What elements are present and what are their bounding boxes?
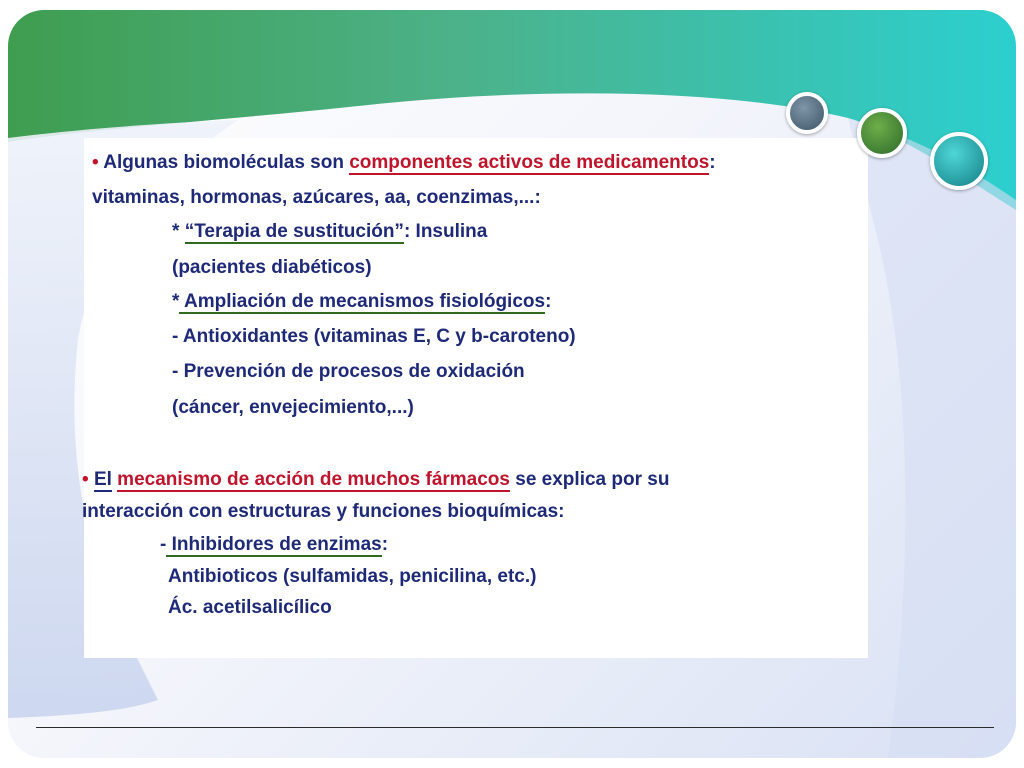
section2-sub1-highlight: Inhibidores de enzimas — [166, 534, 382, 555]
section1-sub2 — [172, 290, 551, 314]
decorative-circle-green-icon — [857, 108, 907, 158]
section1-sub1-post: : Insulina — [403, 221, 488, 242]
section1-sub1-prefix: * — [172, 221, 185, 242]
section2-sub1-prefix: - — [160, 534, 167, 555]
section1-sub1-highlight: “Terapia de sustitución” — [184, 221, 404, 242]
section1-sub2-prefix: * — [172, 291, 180, 312]
section1-sub2-highlight: Ampliación de mecanismos fisiológicos — [179, 291, 546, 312]
section2-heading-post: se explica por su — [509, 469, 670, 490]
section1-heading — [92, 151, 716, 175]
section2-bullet: • — [82, 469, 89, 490]
section1-sub2-item2: - Prevención de procesos de oxidación — [172, 361, 525, 382]
section2-sub1-item2: Ác. acetilsalicílico — [168, 597, 332, 618]
decorative-circle-teal-icon — [930, 132, 988, 190]
section1-sub1 — [172, 220, 487, 244]
section1-heading-post: : — [709, 152, 716, 173]
decorative-circle-gray-icon — [786, 92, 828, 134]
section2-line2: interacción con estructuras y funciones bioquímicas: — [82, 501, 565, 522]
section2-sub1 — [160, 533, 388, 557]
footer-divider — [36, 727, 994, 728]
section1-line2: vitaminas, hormonas, azúcares, aa, coenzimas,...: — [92, 187, 541, 208]
section1-heading-highlight: componentes activos de medicamentos — [349, 152, 710, 173]
section1-sub2-post: : — [545, 291, 552, 312]
section2-heading — [82, 468, 669, 492]
section1-sub2-item2-continuation: (cáncer, envejecimiento,...) — [172, 397, 414, 418]
section1-bullet: • — [92, 152, 99, 173]
section2-heading-pre: El — [93, 469, 112, 490]
section1-sub2-item1: - Antioxidantes (vitaminas E, C y b-caroteno) — [172, 326, 576, 347]
section2-sub1-post: : — [381, 534, 389, 555]
section2-sub1-item1: Antibioticos (sulfamidas, penicilina, etc.) — [168, 566, 537, 587]
section2-heading-highlight: mecanismo de acción de muchos fármacos — [117, 469, 510, 490]
section1-sub1-continuation: (pacientes diabéticos) — [172, 257, 372, 278]
section1-heading-pre: Algunas biomoléculas son — [103, 152, 344, 173]
